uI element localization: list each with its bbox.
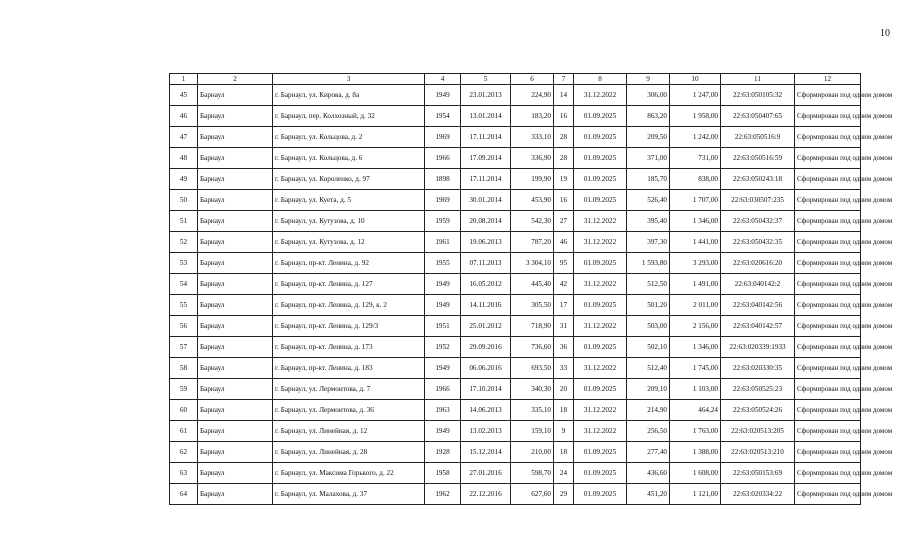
land-plot-note-cell: Сформирован под одним домом [795,211,861,232]
row-number-cell: 55 [170,295,198,316]
settlement-cell: Барнаул [198,127,273,148]
column-header-12: 12 [795,74,861,85]
settlement-cell: Барнаул [198,358,273,379]
land-area-b-cell: 1 346,00 [670,211,721,232]
address-cell: г. Барнаул, ул. Кольцова, д. 6 [273,148,425,169]
table-row [170,190,861,211]
cadastral-number-cell: 22:63:020330:35 [721,358,795,379]
recognition-date-cell: 14.11.2016 [461,295,511,316]
build-year-cell: 1962 [425,484,461,505]
area-cell: 736,60 [511,337,554,358]
table-row [170,316,861,337]
address-cell: г. Барнаул, ул. Кутузова, д. 12 [273,232,425,253]
row-number-cell: 56 [170,316,198,337]
recognition-date-cell: 13.01.2014 [461,106,511,127]
land-area-a-cell: 256,50 [627,421,670,442]
settlement-cell: Барнаул [198,190,273,211]
residents-cell: 33 [554,358,574,379]
build-year-cell: 1969 [425,190,461,211]
build-year-cell: 1949 [425,85,461,106]
area-cell: 598,70 [511,463,554,484]
address-cell: г. Барнаул, ул. Максима Горького, д. 22 [273,463,425,484]
build-year-cell: 1955 [425,253,461,274]
address-cell: г. Барнаул, ул. Куета, д. 5 [273,190,425,211]
column-header-9: 9 [627,74,670,85]
address-cell: г. Барнаул, ул. Короленко, д. 97 [273,169,425,190]
header-row [170,74,861,85]
resettlement-deadline-cell: 01.09.2025 [574,127,627,148]
residents-cell: 18 [554,400,574,421]
column-header-3: 3 [273,74,425,85]
land-area-a-cell: 1 593,80 [627,253,670,274]
land-plot-note-cell: Сформирован под одним домом [795,442,861,463]
cadastral-number-cell: 22:63:020339:1933 [721,337,795,358]
land-area-b-cell: 1 247,00 [670,85,721,106]
resettlement-deadline-cell: 31.12.2022 [574,400,627,421]
land-area-a-cell: 306,00 [627,85,670,106]
area-cell: 3 304,10 [511,253,554,274]
column-header-4: 4 [425,74,461,85]
cadastral-number-cell: 22:63:050516:9 [721,127,795,148]
land-area-b-cell: 1 958,00 [670,106,721,127]
residents-cell: 31 [554,316,574,337]
row-number-cell: 59 [170,379,198,400]
address-cell: г. Барнаул, ул. Кольцова, д. 2 [273,127,425,148]
residents-cell: 9 [554,421,574,442]
recognition-date-cell: 17.11.2014 [461,127,511,148]
cadastral-number-cell: 22:63:020616:20 [721,253,795,274]
address-cell: г. Барнаул, ул. Лермонтова, д. 7 [273,379,425,400]
recognition-date-cell: 22.12.2016 [461,484,511,505]
cadastral-number-cell: 22:63:030507:235 [721,190,795,211]
cadastral-number-cell: 22:63:050407:65 [721,106,795,127]
build-year-cell: 1961 [425,232,461,253]
land-area-b-cell: 731,00 [670,148,721,169]
row-number-cell: 61 [170,421,198,442]
area-cell: 445,40 [511,274,554,295]
settlement-cell: Барнаул [198,400,273,421]
land-area-a-cell: 436,60 [627,463,670,484]
area-cell: 159,10 [511,421,554,442]
settlement-cell: Барнаул [198,253,273,274]
land-area-b-cell: 1 346,00 [670,337,721,358]
land-area-b-cell: 838,00 [670,169,721,190]
resettlement-deadline-cell: 01.09.2025 [574,295,627,316]
cadastral-number-cell: 22:63:040142:56 [721,295,795,316]
table-body [170,85,893,505]
land-area-a-cell: 451,20 [627,484,670,505]
land-plot-note-cell: Сформирован под одним домом [795,169,861,190]
area-cell: 333,10 [511,127,554,148]
row-number-cell: 51 [170,211,198,232]
address-cell: г. Барнаул, пр-кт. Ленина, д. 129, к. 2 [273,295,425,316]
build-year-cell: 1969 [425,127,461,148]
land-area-a-cell: 395,40 [627,211,670,232]
area-cell: 693,50 [511,358,554,379]
area-cell: 340,30 [511,379,554,400]
recognition-date-cell: 20.08.2014 [461,211,511,232]
land-area-b-cell: 1 388,00 [670,442,721,463]
column-header-7: 7 [554,74,574,85]
table-row [170,232,861,253]
resettlement-deadline-cell: 01.09.2025 [574,442,627,463]
address-cell: г. Барнаул, пр-кт. Ленина, д. 129/3 [273,316,425,337]
column-header-1: 1 [170,74,198,85]
column-header-11: 11 [721,74,795,85]
page-number: 10 [880,28,890,39]
settlement-cell: Барнаул [198,442,273,463]
land-plot-note-cell: Сформирован под одним домом [795,484,861,505]
address-cell: г. Барнаул, пр-кт. Ленина, д. 183 [273,358,425,379]
table-row [170,442,861,463]
row-number-cell: 47 [170,127,198,148]
residents-cell: 16 [554,106,574,127]
resettlement-deadline-cell: 01.09.2025 [574,148,627,169]
land-area-a-cell: 503,00 [627,316,670,337]
build-year-cell: 1958 [425,463,461,484]
cadastral-number-cell: 22:63:050432:35 [721,232,795,253]
table-row [170,211,861,232]
column-header-8: 8 [574,74,627,85]
settlement-cell: Барнаул [198,337,273,358]
residents-cell: 36 [554,337,574,358]
land-area-b-cell: 1 707,00 [670,190,721,211]
land-area-b-cell: 464,24 [670,400,721,421]
settlement-cell: Барнаул [198,316,273,337]
resettlement-deadline-cell: 01.09.2025 [574,169,627,190]
row-number-cell: 54 [170,274,198,295]
residents-cell: 16 [554,190,574,211]
row-number-cell: 64 [170,484,198,505]
land-area-b-cell: 1 763,00 [670,421,721,442]
land-area-b-cell: 1 745,00 [670,358,721,379]
area-cell: 627,60 [511,484,554,505]
settlement-cell: Барнаул [198,211,273,232]
address-cell: г. Барнаул, пр-кт. Ленина, д. 173 [273,337,425,358]
cadastral-number-cell: 22:63:050105:32 [721,85,795,106]
land-plot-note-cell: Сформирован под одним домом [795,148,861,169]
residents-cell: 95 [554,253,574,274]
resettlement-deadline-cell: 31.12.2022 [574,316,627,337]
residents-cell: 29 [554,484,574,505]
table-row [170,463,861,484]
table-row [170,421,861,442]
table-row [170,274,861,295]
resettlement-deadline-cell: 31.12.2022 [574,232,627,253]
table-row [170,295,861,316]
resettlement-deadline-cell: 31.12.2022 [574,274,627,295]
settlement-cell: Барнаул [198,379,273,400]
land-plot-note-cell: Сформирован под одним домом [795,106,861,127]
area-cell: 210,00 [511,442,554,463]
row-number-cell: 49 [170,169,198,190]
resettlement-deadline-cell: 31.12.2022 [574,211,627,232]
row-number-cell: 57 [170,337,198,358]
settlement-cell: Барнаул [198,232,273,253]
land-area-a-cell: 209,50 [627,127,670,148]
build-year-cell: 1898 [425,169,461,190]
residents-cell: 18 [554,442,574,463]
resettlement-deadline-cell: 01.09.2025 [574,106,627,127]
recognition-date-cell: 29.09.2016 [461,337,511,358]
build-year-cell: 1949 [425,358,461,379]
land-plot-note-cell: Сформирован под одним домом [795,421,861,442]
address-cell: г. Барнаул, ул. Лермонтова, д. 36 [273,400,425,421]
table-row [170,106,861,127]
recognition-date-cell: 16.05.2012 [461,274,511,295]
residents-cell: 20 [554,379,574,400]
recognition-date-cell: 13.02.2013 [461,421,511,442]
residents-cell: 42 [554,274,574,295]
cadastral-number-cell: 22:63:050516:59 [721,148,795,169]
area-cell: 199,90 [511,169,554,190]
resettlement-deadline-cell: 01.09.2025 [574,337,627,358]
row-number-cell: 60 [170,400,198,421]
table-row [170,85,861,106]
table-row [170,169,861,190]
recognition-date-cell: 30.01.2014 [461,190,511,211]
cadastral-number-cell: 22:63:040142:57 [721,316,795,337]
settlement-cell: Барнаул [198,421,273,442]
recognition-date-cell: 17.10.2014 [461,379,511,400]
settlement-cell: Барнаул [198,484,273,505]
build-year-cell: 1963 [425,400,461,421]
table-row [170,253,861,274]
table-row [170,400,861,421]
area-cell: 305,50 [511,295,554,316]
resettlement-deadline-cell: 01.09.2025 [574,190,627,211]
land-plot-note-cell: Сформирован под одним домом [795,379,861,400]
area-cell: 224,90 [511,85,554,106]
row-number-cell: 46 [170,106,198,127]
resettlement-deadline-cell: 01.09.2025 [574,253,627,274]
resettlement-deadline-cell: 31.12.2022 [574,85,627,106]
land-area-a-cell: 512,50 [627,274,670,295]
build-year-cell: 1949 [425,274,461,295]
cadastral-number-cell: 22:63:050243:18 [721,169,795,190]
land-area-b-cell: 2 156,00 [670,316,721,337]
area-cell: 718,90 [511,316,554,337]
land-area-a-cell: 512,40 [627,358,670,379]
address-cell: г. Барнаул, пр-кт. Ленина, д. 92 [273,253,425,274]
settlement-cell: Барнаул [198,463,273,484]
row-number-cell: 53 [170,253,198,274]
address-cell: г. Барнаул, пр-кт. Ленина, д. 127 [273,274,425,295]
build-year-cell: 1949 [425,421,461,442]
residents-cell: 28 [554,127,574,148]
cadastral-number-cell: 22:63:050525:23 [721,379,795,400]
address-cell: г. Барнаул, ул. Кутузова, д. 10 [273,211,425,232]
land-plot-note-cell: Сформирован под одним домом [795,253,861,274]
settlement-cell: Барнаул [198,295,273,316]
cadastral-number-cell: 22:63:020513:205 [721,421,795,442]
land-plot-note-cell: Сформирован под одним домом [795,190,861,211]
land-area-a-cell: 863,20 [627,106,670,127]
row-number-cell: 58 [170,358,198,379]
resettlement-deadline-cell: 01.09.2025 [574,463,627,484]
resettlement-deadline-cell: 31.12.2022 [574,358,627,379]
settlement-cell: Барнаул [198,106,273,127]
row-number-cell: 52 [170,232,198,253]
land-area-b-cell: 1 441,00 [670,232,721,253]
settlement-cell: Барнаул [198,148,273,169]
address-cell: г. Барнаул, пер. Колхозный, д. 32 [273,106,425,127]
cadastral-number-cell: 22:63:020334:22 [721,484,795,505]
cadastral-number-cell: 22:63:050524:26 [721,400,795,421]
build-year-cell: 1928 [425,442,461,463]
resettlement-deadline-cell: 01.09.2025 [574,379,627,400]
land-plot-note-cell: Сформирован под одним домом [795,295,861,316]
address-cell: г. Барнаул, ул. Кирова, д. 8а [273,85,425,106]
settlement-cell: Барнаул [198,169,273,190]
recognition-date-cell: 06.06.2016 [461,358,511,379]
land-area-a-cell: 501,20 [627,295,670,316]
land-plot-note-cell: Сформирован под одним домом [795,232,861,253]
column-header-10: 10 [670,74,721,85]
cadastral-number-cell: 22:63:050432:37 [721,211,795,232]
residents-cell: 24 [554,463,574,484]
recognition-date-cell: 15.12.2014 [461,442,511,463]
land-plot-note-cell: Сформирован под одним домом [795,463,861,484]
residents-cell: 17 [554,295,574,316]
land-area-a-cell: 214,90 [627,400,670,421]
row-number-cell: 63 [170,463,198,484]
build-year-cell: 1952 [425,337,461,358]
resettlement-deadline-cell: 31.12.2022 [574,421,627,442]
address-cell: г. Барнаул, ул. Линейная, д. 28 [273,442,425,463]
recognition-date-cell: 14.06.2013 [461,400,511,421]
housing-register-table [169,73,893,505]
area-cell: 183,20 [511,106,554,127]
table-header [170,74,861,85]
row-number-cell: 45 [170,85,198,106]
land-area-a-cell: 371,00 [627,148,670,169]
build-year-cell: 1966 [425,379,461,400]
land-plot-note-cell: Сформирован под одним домом [795,85,861,106]
land-area-b-cell: 1 242,00 [670,127,721,148]
recognition-date-cell: 17.09.2014 [461,148,511,169]
residents-cell: 14 [554,85,574,106]
land-area-a-cell: 185,70 [627,169,670,190]
residents-cell: 46 [554,232,574,253]
row-number-cell: 50 [170,190,198,211]
column-header-2: 2 [198,74,273,85]
table-row [170,127,861,148]
land-plot-note-cell: Сформирован под одним домом [795,337,861,358]
table-row [170,358,861,379]
recognition-date-cell: 25.01.2012 [461,316,511,337]
row-number-cell: 48 [170,148,198,169]
land-area-a-cell: 526,40 [627,190,670,211]
build-year-cell: 1949 [425,295,461,316]
land-area-b-cell: 1 608,00 [670,463,721,484]
build-year-cell: 1966 [425,148,461,169]
table-row [170,148,861,169]
land-area-a-cell: 277,40 [627,442,670,463]
column-header-6: 6 [511,74,554,85]
land-area-a-cell: 502,10 [627,337,670,358]
area-cell: 335,10 [511,400,554,421]
area-cell: 336,90 [511,148,554,169]
land-plot-note-cell: Сформирован под одним домом [795,400,861,421]
land-plot-note-cell: Сформирован под одним домом [795,127,861,148]
residents-cell: 28 [554,148,574,169]
build-year-cell: 1954 [425,106,461,127]
residents-cell: 19 [554,169,574,190]
column-header-5: 5 [461,74,511,85]
address-cell: г. Барнаул, ул. Малахова, д. 37 [273,484,425,505]
recognition-date-cell: 07.11.2013 [461,253,511,274]
table-row [170,379,861,400]
land-area-b-cell: 1 491,00 [670,274,721,295]
recognition-date-cell: 17.11.2014 [461,169,511,190]
land-area-a-cell: 397,30 [627,232,670,253]
recognition-date-cell: 27.01.2016 [461,463,511,484]
land-area-b-cell: 1 121,00 [670,484,721,505]
cadastral-number-cell: 22:63:020513:210 [721,442,795,463]
land-area-b-cell: 3 293,00 [670,253,721,274]
land-area-b-cell: 1 103,00 [670,379,721,400]
land-plot-note-cell: Сформирован под одним домом [795,316,861,337]
row-number-cell: 62 [170,442,198,463]
build-year-cell: 1959 [425,211,461,232]
resettlement-deadline-cell: 01.09.2025 [574,484,627,505]
land-plot-note-cell: Сформирован под одним домом [795,358,861,379]
land-area-b-cell: 2 011,00 [670,295,721,316]
address-cell: г. Барнаул, ул. Линейная, д. 12 [273,421,425,442]
residents-cell: 27 [554,211,574,232]
recognition-date-cell: 19.06.2013 [461,232,511,253]
settlement-cell: Барнаул [198,274,273,295]
area-cell: 453,90 [511,190,554,211]
recognition-date-cell: 23.01.2013 [461,85,511,106]
area-cell: 787,20 [511,232,554,253]
land-area-a-cell: 209,10 [627,379,670,400]
settlement-cell: Барнаул [198,85,273,106]
area-cell: 542,30 [511,211,554,232]
land-plot-note-cell: Сформирован под одним домом [795,274,861,295]
table-row [170,484,861,505]
cadastral-number-cell: 22:63:050153:69 [721,463,795,484]
table-row [170,337,861,358]
cadastral-number-cell: 22:63:040142:2 [721,274,795,295]
build-year-cell: 1951 [425,316,461,337]
